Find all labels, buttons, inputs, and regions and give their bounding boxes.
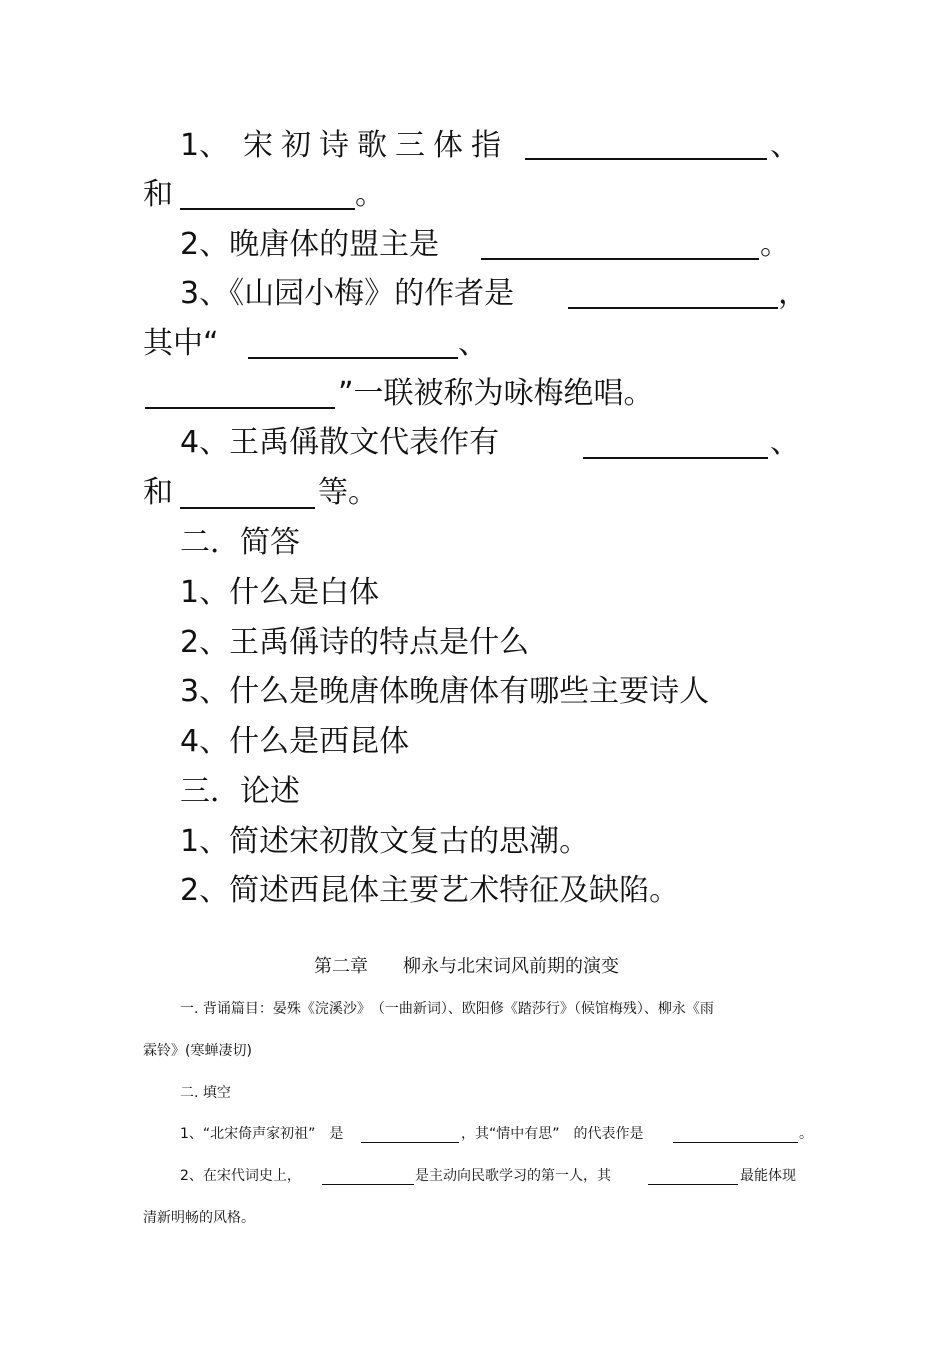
q3-blank-author[interactable]: [568, 307, 778, 309]
q2-text: 2、晚唐体的盟主是: [180, 227, 440, 262]
chapter2-f1-part1: 1、“北宋倚声家初祖” 是: [180, 1126, 344, 1142]
q1-line2-prefix: 和: [143, 177, 173, 212]
q4-separator: 、: [770, 425, 800, 460]
q1-separator: 、: [770, 128, 800, 163]
chapter2-f1-blank-2[interactable]: [673, 1142, 798, 1143]
chapter2-f2-part2: 是主动向民歌学习的第一人，其: [415, 1168, 611, 1184]
q2-end: 。: [760, 227, 790, 262]
q4-text: 4、王禹偁散文代表作有: [180, 425, 500, 460]
chapter2-title: 柳永与北宋词风前期的演变: [403, 956, 619, 977]
chapter2-f1-blank-1[interactable]: [361, 1142, 459, 1143]
q1-text: 宋初诗歌三体指: [243, 128, 509, 163]
chapter2-f2-part3: 最能体现: [740, 1168, 796, 1184]
q4-line2-suffix: 等。: [318, 475, 378, 510]
q3-comma: ，: [778, 276, 808, 311]
q3-blank-line1[interactable]: [248, 357, 458, 359]
section2-item: 3、什么是晚唐体晚唐体有哪些主要诗人: [180, 674, 710, 709]
q4-line2-prefix: 和: [143, 475, 173, 510]
q1-blank-1[interactable]: [525, 158, 767, 160]
q4-blank-2[interactable]: [180, 507, 315, 509]
q2-blank[interactable]: [481, 258, 759, 260]
q3-line2-prefix: 其中“: [143, 326, 219, 361]
q3-text: 3、《山园小梅》的作者是: [180, 276, 515, 311]
q1-end: 。: [355, 177, 385, 212]
q3-separator: 、: [458, 326, 488, 361]
section3-title: 三．论述: [180, 774, 300, 809]
section2-item: 4、什么是西昆体: [180, 724, 410, 759]
chapter2-f1-end: 。: [799, 1126, 813, 1142]
section2-title: 二．简答: [180, 525, 300, 560]
q1-number: 1、: [180, 128, 230, 163]
section3-item: 1、简述宋初散文复古的思潮。: [180, 824, 590, 859]
section2-item: 1、什么是白体: [180, 575, 380, 610]
q4-blank-1[interactable]: [583, 457, 768, 459]
section3-item: 2、简述西昆体主要艺术特征及缺陷。: [180, 873, 680, 908]
chapter2-f1-part2: ，其“情中有思” 的代表作是: [461, 1126, 644, 1142]
chapter2-f2-line2: 清新明畅的风格。: [143, 1210, 255, 1226]
chapter2-recite-line2: 霖铃》(寒蝉凄切): [143, 1043, 252, 1059]
chapter2-f2-blank-2[interactable]: [648, 1184, 738, 1185]
section2-item: 2、王禹偁诗的特点是什么: [180, 625, 530, 660]
chapter2-recite-line1: 一. 背诵篇目：晏殊《浣溪沙》 （一曲新词）、欧阳修《踏莎行》（候馆梅残）、柳永《雨: [180, 1001, 714, 1017]
q3-blank-line2[interactable]: [145, 407, 335, 409]
chapter2-f2-part1: 2、在宋代词史上，: [180, 1168, 301, 1184]
chapter2-f2-blank-1[interactable]: [322, 1184, 414, 1185]
q3-line3-suffix: ”一联被称为咏梅绝唱。: [338, 376, 654, 411]
q1-blank-2[interactable]: [180, 208, 355, 210]
chapter2-fill-title: 二. 填空: [180, 1085, 231, 1101]
chapter2-number: 第二章: [314, 956, 368, 977]
